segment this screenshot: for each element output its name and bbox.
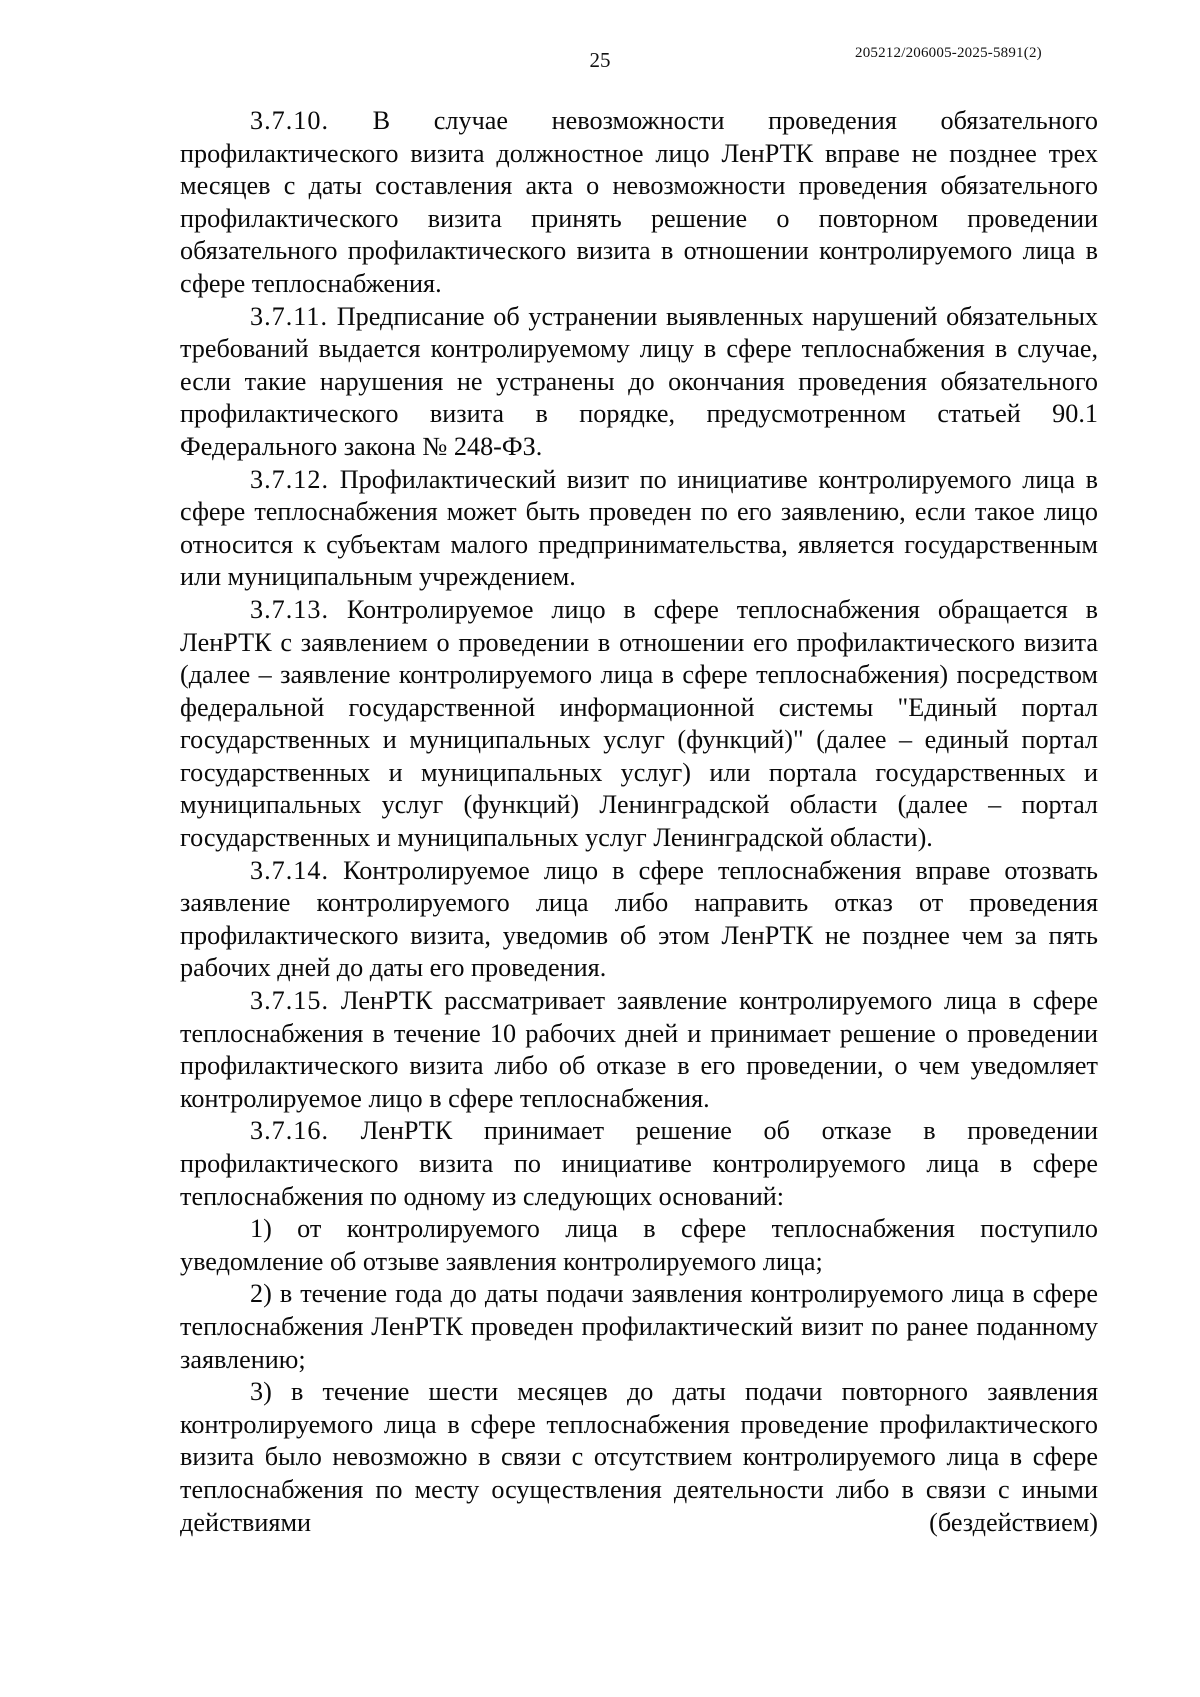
paragraph-3-7-16 <box>180 1115 1098 1213</box>
paragraph-text: Контролируемое лицо в сфере теплоснабжения обращается в ЛенРТК с заявлением о проведении в отношении его профилактического визита (далее – заявление контролируемого лица в сфере теплоснабжения) посредством федеральной государственной информационной системы "Единый портал государственных и муниципальных услуг (функций)" (далее – единый портал государственных и муниципальных услуг) или портала государственных и муниципальных услуг (функций) Ленинградской области (далее – портал государственных и муниципальных услуг Ленинградской области). <box>180 594 1098 853</box>
paragraph-3-7-12 <box>180 464 1098 594</box>
paragraph-3-7-10 <box>180 105 1098 301</box>
paragraph-text: Контролируемое лицо в сфере теплоснабжения вправе отозвать заявление контролируемого лица либо направить отказ от проведения профилактического визита, уведомив об этом ЛенРТК не позднее чем за пять рабочих дней до даты его проведения. <box>180 855 1098 983</box>
clause-number: 3.7.16. <box>250 1116 330 1146</box>
list-item-text: 1) от контролируемого лица в сфере теплоснабжения поступило уведомление об отзыве заявления контролируемого лица; <box>180 1214 1098 1276</box>
paragraph-3-7-15 <box>180 985 1098 1115</box>
paragraph-text: Профилактический визит по инициативе контролируемого лица в сфере теплоснабжения может быть проведен по его заявлению, если такое лицо относится к субъектам малого предпринимательства, является государственным или муниципальным учреждением. <box>180 464 1098 592</box>
clause-number: 3.7.10. <box>250 106 330 135</box>
list-item-1 <box>180 1213 1098 1278</box>
paragraph-text: Предписание об устранении выявленных нарушений обязательных требований выдается контролируемому лицу в сфере теплоснабжения в случае, если такие нарушения не устранены до окончания проведения обязательного профилактического визита в порядке, предусмотренном статьей 90.1 Федерального закона № 248-ФЗ. <box>180 301 1099 461</box>
paragraph-3-7-13 <box>180 594 1098 855</box>
page-number: 25 <box>589 48 611 72</box>
paragraph-text: В случае невозможности проведения обязательного профилактического визита должностное лицо ЛенРТК вправе не позднее трех месяцев с даты составления акта о невозможности проведения обязательного профилактического визита принять решение о повторном проведении обязательного профилактического визита в отношении контролируемого лица в сфере теплоснабжения. <box>180 106 1098 298</box>
paragraph-3-7-11 <box>180 301 1098 464</box>
clause-number: 3.7.12. <box>250 464 330 494</box>
list-item-3 <box>180 1376 1098 1539</box>
clause-number: 3.7.13. <box>250 594 330 624</box>
clause-number: 3.7.15. <box>250 986 330 1016</box>
paragraph-text: ЛенРТК принимает решение об отказе в проведении профилактического визита по инициативе контролируемого лица в сфере теплоснабжения по одному из следующих оснований: <box>180 1116 1098 1211</box>
paragraph-3-7-14 <box>180 855 1098 985</box>
clause-number: 3.7.14. <box>250 855 330 885</box>
list-item-text: 2) в течение года до даты подачи заявления контролируемого лица в сфере теплоснабжения ЛенРТК проведен профилактический визит по ранее поданному заявлению; <box>180 1279 1098 1374</box>
document-body <box>180 105 1098 1539</box>
paragraph-text: ЛенРТК рассматривает заявление контролируемого лица в сфере теплоснабжения в течение 10 рабочих дней и принимает решение о проведении профилактического визита либо об отказе в его проведении, о чем уведомляет контролируемое лицо в сфере теплоснабжения. <box>180 986 1098 1113</box>
list-item-2 <box>180 1278 1098 1376</box>
document-id: 205212/206005-2025-5891(2) <box>855 45 1042 61</box>
clause-number: 3.7.11. <box>250 301 329 331</box>
list-item-text: 3) в течение шести месяцев до даты подачи повторного заявления контролируемого лица в сфере теплоснабжения проведение профилактического визита было невозможно в связи с отсутствием контролируемого лица в сфере теплоснабжения по месту осуществления деятельности либо в связи с иными действиями (бездействием) <box>180 1377 1098 1537</box>
